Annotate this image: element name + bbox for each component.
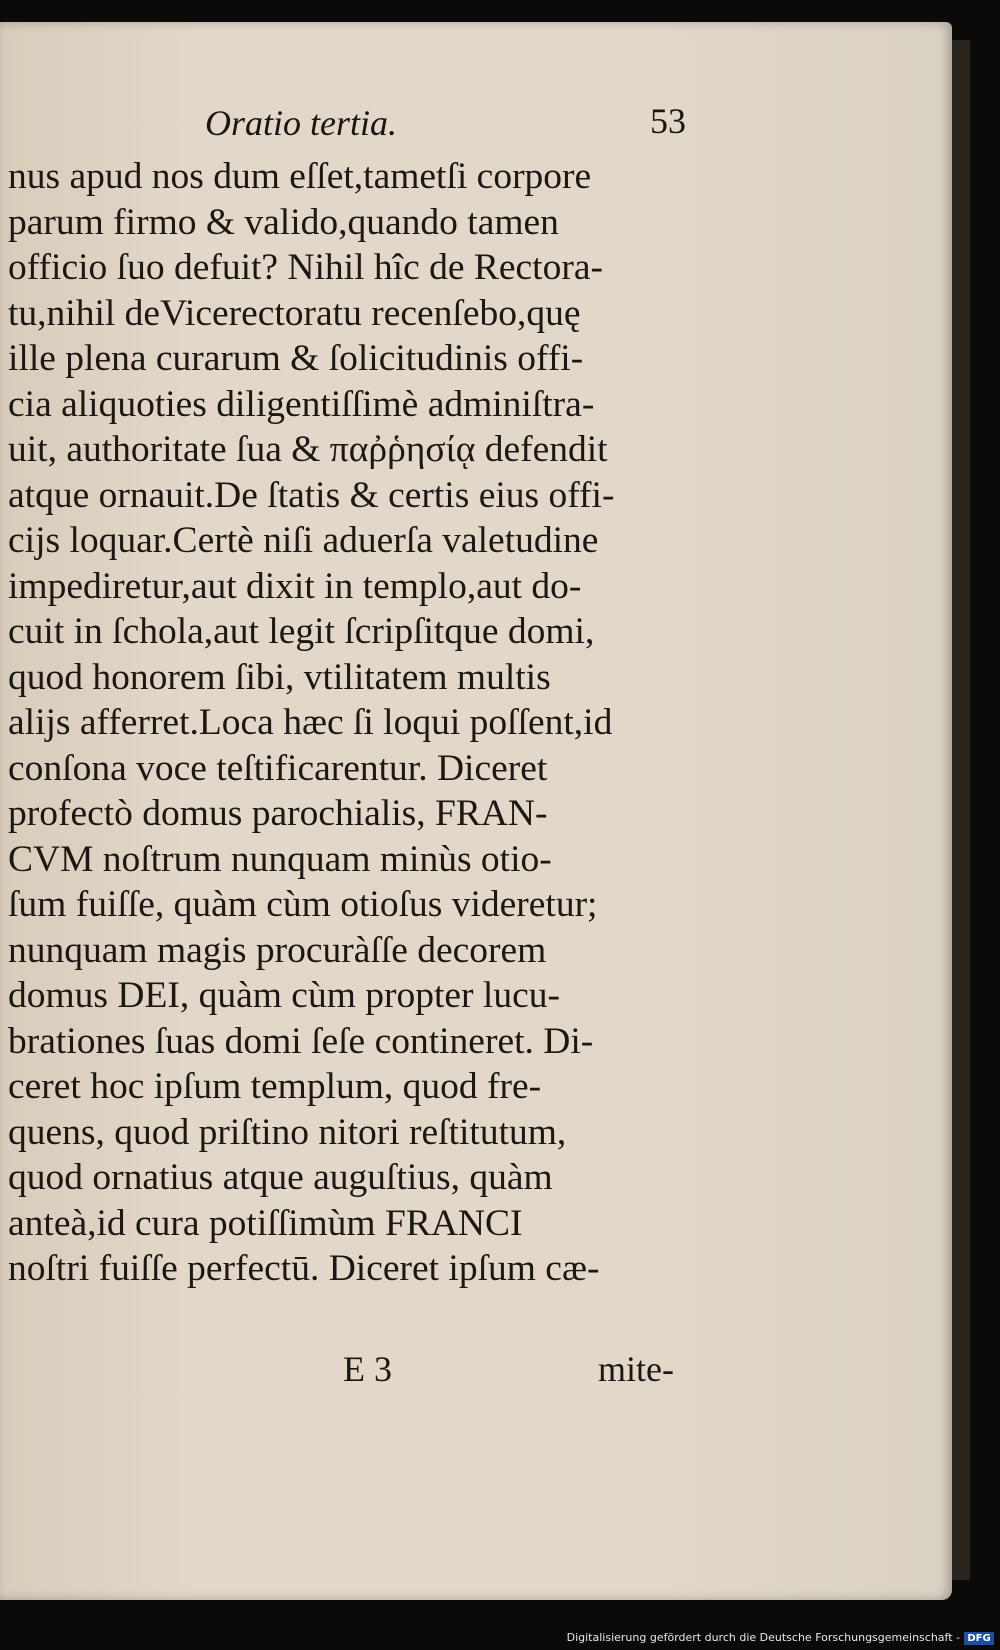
text-line: quens, quod priſtino nitori reſtitutum, xyxy=(8,1111,567,1153)
dfg-logo: DFG xyxy=(964,1632,994,1645)
catchword: mite- xyxy=(598,1349,674,1389)
text-line: tu,nihil deVicerectoratu recenſebo,quę xyxy=(8,292,581,334)
text-line: atque ornauit.De ſtatis & certis eius offi- xyxy=(8,474,615,516)
text-line: anteà,id cura potiſſimùm FRANCI xyxy=(8,1202,523,1244)
text-line: noſtri fuiſſe perfectū. Diceret ipſum cæ- xyxy=(8,1248,600,1289)
text-line: ſum fuiſſe, quàm cùm otioſus videretur; xyxy=(8,884,598,925)
text-line: ceret hoc ipſum templum, quod fre- xyxy=(8,1066,542,1107)
text-line: nunquam magis procuràſſe decorem xyxy=(8,929,547,971)
text-line: ille plena curarum & ſolicitudinis offi- xyxy=(8,338,584,379)
text-line: quod honorem ſibi, vtilitatem multis xyxy=(8,656,551,698)
running-head xyxy=(0,82,952,142)
text-line: nus apud nos dum eſſet,tametſi corpore xyxy=(8,156,592,197)
digitization-credit: Digitalisierung gefördert durch die Deutsche Forschungsgemeinschaft - xyxy=(566,1631,960,1644)
running-title: Oratio tertia. xyxy=(205,103,398,143)
text-line: brationes ſuas domi ſeſe contineret. Di- xyxy=(8,1020,594,1062)
signature-mark: E 3 xyxy=(343,1349,392,1389)
text-line: profectò domus parochialis, FRAN- xyxy=(8,793,548,834)
page-footer xyxy=(0,1348,952,1398)
text-line: domus DEI, quàm cùm propter lucu- xyxy=(8,975,560,1016)
page-number: 53 xyxy=(650,101,686,141)
text-line: parum firmo & valido,quando tamen xyxy=(8,201,559,243)
text-line: alijs afferret.Loca hæc ſi loqui poſſent,id xyxy=(8,702,613,743)
body-text xyxy=(8,154,698,1292)
text-line: conſona voce teſtificarentur. Diceret xyxy=(8,747,548,789)
text-line: cia aliquoties diligentiſſimè adminiſtra- xyxy=(8,383,595,425)
text-line: impediretur,aut dixit in templo,aut do- xyxy=(8,565,582,607)
text-line: cijs loquar.Certè niſi aduerſa valetudine xyxy=(8,520,599,561)
text-line: officio ſuo defuit? Nihil hîc de Rectora- xyxy=(8,247,603,288)
book-page xyxy=(0,22,952,1600)
text-line: uit, authoritate ſua & παῤῥησίᾳ defendit xyxy=(8,429,608,470)
text-line: cuit in ſchola,aut legit ſcripſitque domi, xyxy=(8,611,595,652)
page-edge-shadow xyxy=(952,40,970,1580)
text-line: quod ornatius atque auguſtius, quàm xyxy=(8,1157,553,1198)
text-line: CVM noſtrum nunquam minùs otio- xyxy=(8,838,552,880)
